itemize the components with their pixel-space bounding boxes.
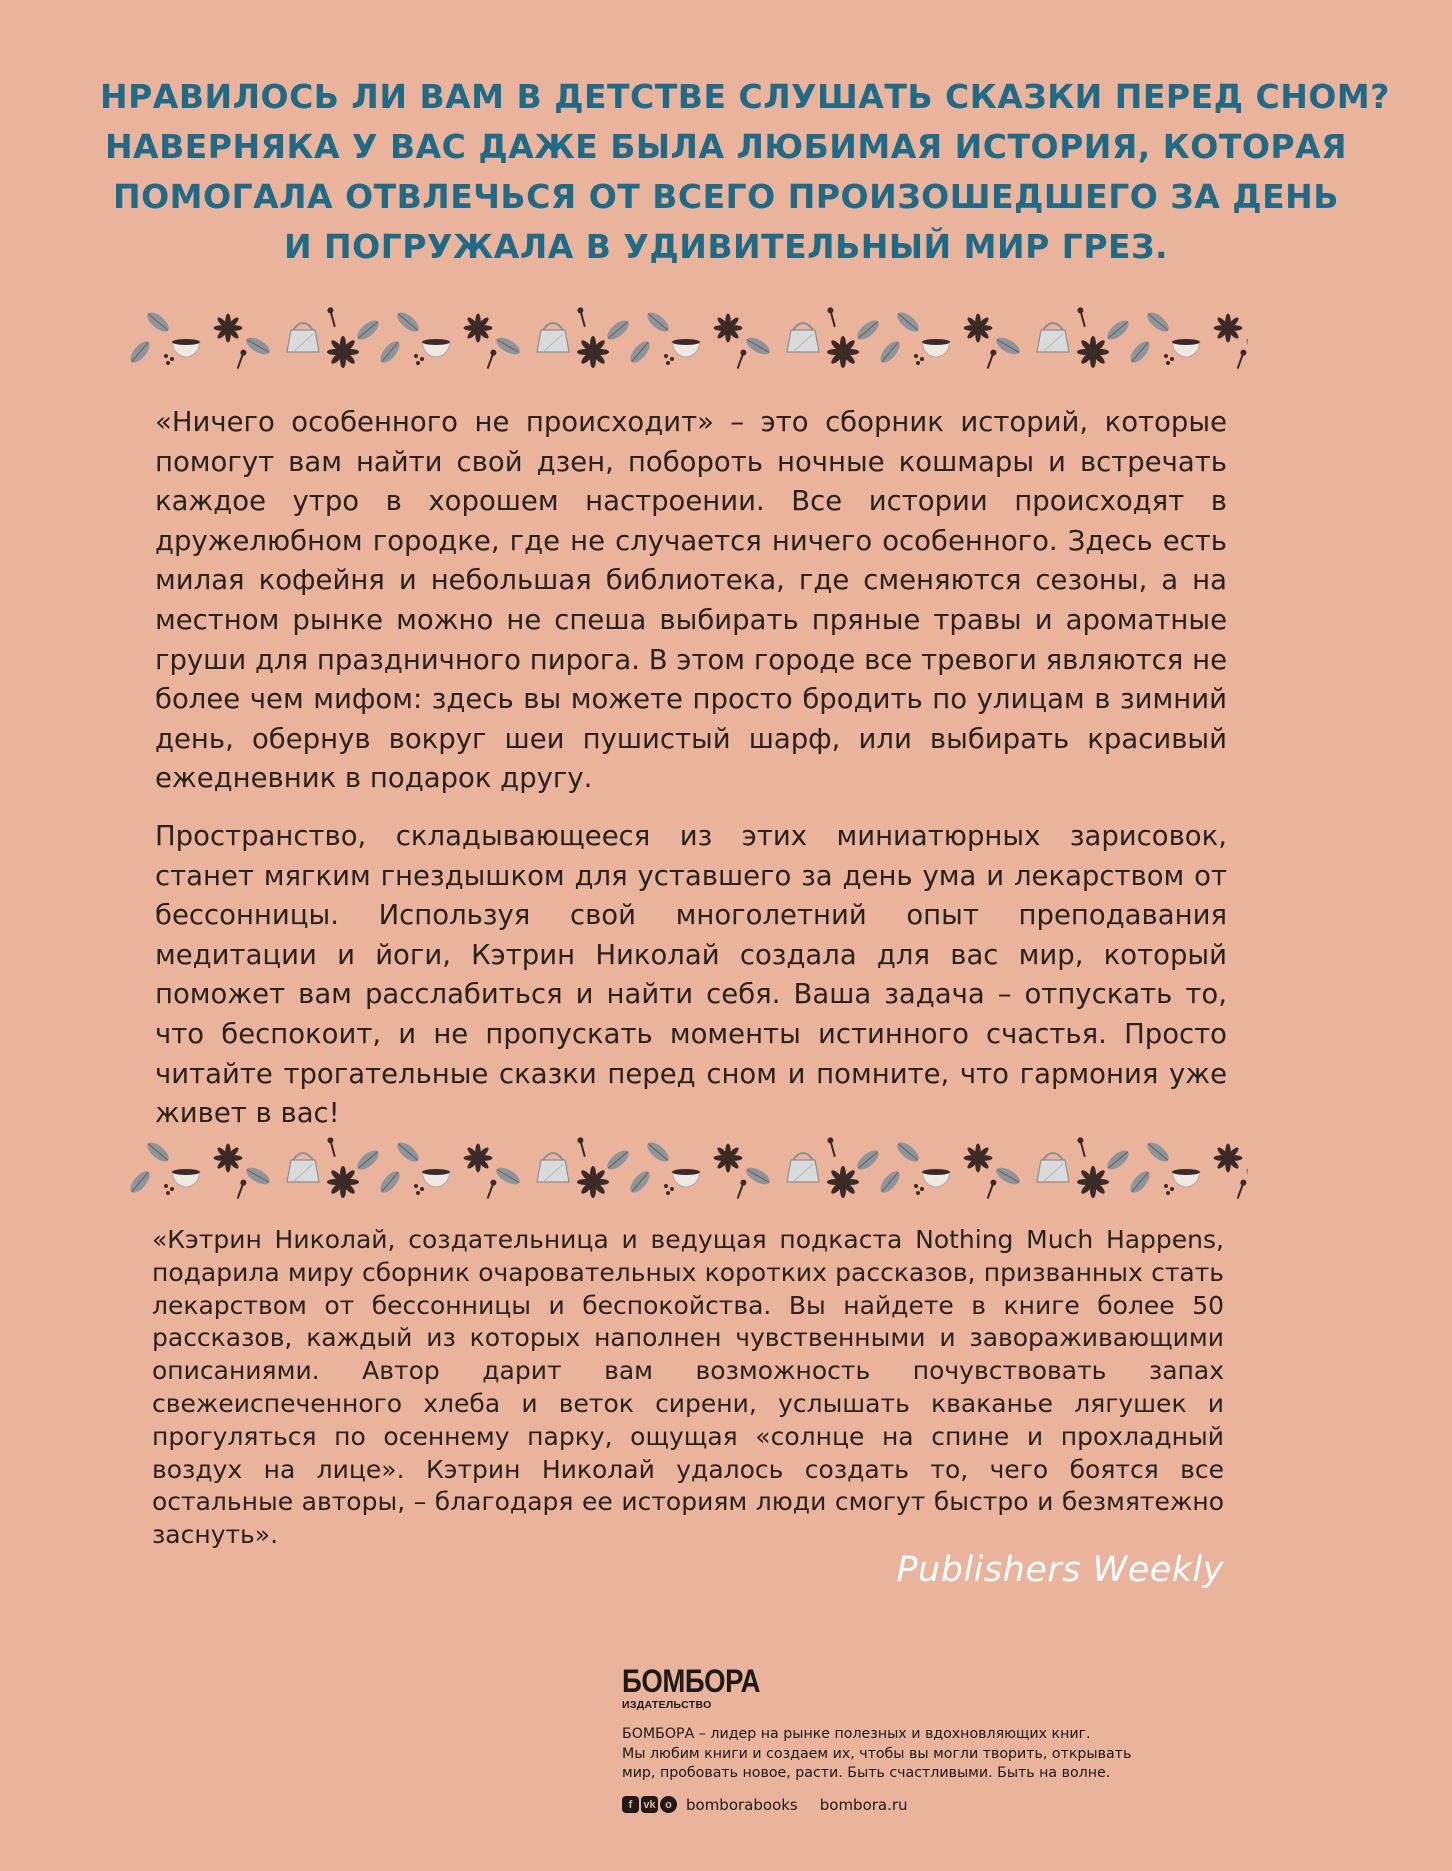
- pepper-dots-icon: [664, 354, 674, 365]
- anise-star-icon: [327, 1166, 359, 1198]
- leaf-icon: [377, 1168, 403, 1196]
- leaf-icon: [377, 338, 403, 366]
- anise-star-icon: [1214, 314, 1243, 343]
- kettle-icon: [287, 1153, 319, 1182]
- headline-line: НРАВИЛОСЬ ЛИ ВАМ В ДЕТСТВЕ СЛУШАТЬ СКАЗКИ ПЕРЕД СНОМ?: [100, 77, 1390, 116]
- leaf-icon: [1104, 1147, 1132, 1173]
- clove-icon: [1077, 307, 1088, 328]
- anise-star-icon: [214, 314, 243, 343]
- clove-icon: [235, 1179, 247, 1200]
- anise-star-icon: [577, 336, 609, 368]
- headline-line: НАВЕРНЯКА У ВАС ДАЖЕ БЫЛА ЛЮБИМАЯ ИСТОРИЯ, КОТОРАЯ: [104, 127, 1348, 166]
- leaf-icon: [1144, 309, 1172, 335]
- website-link[interactable]: bombora.ru: [819, 1795, 908, 1814]
- description-paragraph-1: «Ничего особенного не происходит» – это сборник историй, которые помогут вам найти свой дзен, побороть ночные кошмары и встречать каждое утро в хорошем настроении. Все истории происходят в дружелюбном городке, где не случается ничего особенного. Здесь есть милая кофейня и небольшая библиотека, где сменяются сезоны, а на местном рынке можно не спеша выбирать пряные травы и ароматные груши для праздничного пирога. В этом городе все тревоги являются не более чем мифом: здесь вы можете просто бродить по улицам в зимний день, обернув вокруг шеи пушистый шарф, или выбирать красивый ежедневник в подарок другу.: [155, 406, 1227, 795]
- publisher-logo: БОМБОРА: [622, 1663, 761, 1699]
- ornament-pattern: [128, 300, 1248, 380]
- leaf-icon: [627, 338, 653, 366]
- clove-icon: [1235, 1179, 1247, 1200]
- publisher-description: [622, 1725, 1162, 1784]
- teacup-icon: [1172, 339, 1200, 357]
- kettle-icon: [787, 323, 819, 352]
- anise-star-icon: [327, 336, 359, 368]
- headline-line: И ПОГРУЖАЛА В УДИВИТЕЛЬНЫЙ МИР ГРЕЗ.: [283, 227, 1169, 266]
- leaf-icon: [877, 338, 903, 366]
- leaf-icon: [604, 1147, 632, 1173]
- ornament-divider-bottom: [128, 1130, 1248, 1210]
- headline: [100, 72, 1390, 272]
- kettle-icon: [787, 1153, 819, 1182]
- ornament-pattern: [128, 1130, 1248, 1210]
- kettle-icon: [537, 323, 569, 352]
- leaf-icon: [394, 1139, 422, 1165]
- leaf-icon: [894, 309, 922, 335]
- publisher-description-line: Мы любим книги и создаем их, чтобы вы могли творить, открывать: [622, 1745, 1132, 1762]
- anise-star-icon: [714, 1144, 743, 1173]
- odnoklassniki-icon[interactable]: o: [660, 1796, 677, 1813]
- leaf-icon: [994, 1164, 1023, 1187]
- pepper-dots-icon: [664, 1184, 674, 1195]
- pepper-dots-icon: [414, 1184, 424, 1195]
- kettle-icon: [1037, 1153, 1069, 1182]
- teacup-icon: [922, 1169, 950, 1187]
- pepper-dots-icon: [914, 1184, 924, 1195]
- leaf-icon: [644, 1139, 672, 1165]
- anise-star-icon: [214, 1144, 243, 1173]
- teacup-icon: [1172, 1169, 1200, 1187]
- anise-star-icon: [714, 314, 743, 343]
- clove-icon: [1235, 349, 1247, 370]
- anise-star-icon: [1077, 1166, 1109, 1198]
- leaf-icon: [1127, 1168, 1153, 1196]
- leaf-icon: [854, 1147, 882, 1173]
- anise-star-icon: [1214, 1144, 1243, 1173]
- leaf-icon: [644, 309, 672, 335]
- teacup-icon: [422, 1169, 450, 1187]
- teacup-icon: [672, 339, 700, 357]
- kettle-icon: [287, 323, 319, 352]
- publisher-logo-subtitle: ИЗДАТЕЛЬСТВО: [622, 1699, 712, 1711]
- clove-icon: [827, 1137, 838, 1158]
- clove-icon: [577, 307, 588, 328]
- leaf-icon: [604, 317, 632, 343]
- leaf-icon: [128, 338, 153, 366]
- clove-icon: [485, 349, 497, 370]
- pepper-dots-icon: [914, 354, 924, 365]
- anise-star-icon: [464, 1144, 493, 1173]
- teacup-icon: [422, 339, 450, 357]
- clove-icon: [235, 349, 247, 370]
- pepper-dots-icon: [164, 354, 174, 365]
- teacup-icon: [672, 1169, 700, 1187]
- anise-star-icon: [464, 314, 493, 343]
- pepper-dots-icon: [414, 354, 424, 365]
- teacup-icon: [922, 339, 950, 357]
- leaf-icon: [994, 334, 1023, 357]
- leaf-icon: [144, 1139, 172, 1165]
- clove-icon: [827, 307, 838, 328]
- quote-source: Publishers Weekly: [896, 1550, 1224, 1590]
- clove-icon: [577, 1137, 588, 1158]
- leaf-icon: [354, 1147, 382, 1173]
- publisher-links: [622, 1796, 1162, 1814]
- teacup-icon: [172, 1169, 200, 1187]
- anise-star-icon: [577, 1166, 609, 1198]
- clove-icon: [985, 1179, 997, 1200]
- social-handle-link[interactable]: bomborabooks: [686, 1795, 798, 1814]
- clove-icon: [735, 1179, 747, 1200]
- leaf-icon: [128, 1168, 153, 1196]
- anise-star-icon: [964, 314, 993, 343]
- leaf-icon: [244, 334, 273, 357]
- leaf-icon: [877, 1168, 903, 1196]
- leaf-icon: [494, 334, 523, 357]
- leaf-icon: [854, 317, 882, 343]
- leaf-icon: [1144, 1139, 1172, 1165]
- pepper-dots-icon: [164, 1184, 174, 1195]
- leaf-icon: [244, 1164, 273, 1187]
- leaf-icon: [1104, 317, 1132, 343]
- anise-star-icon: [827, 1166, 859, 1198]
- publisher-description-line: БОМБОРА – лидер на рынке полезных и вдохновляющих книг.: [622, 1726, 1091, 1742]
- kettle-icon: [1037, 323, 1069, 352]
- clove-icon: [327, 307, 338, 328]
- facebook-icon[interactable]: f: [622, 1796, 639, 1813]
- leaf-icon: [354, 317, 382, 343]
- anise-star-icon: [1077, 336, 1109, 368]
- description-paragraph-2: Пространство, складывающееся из этих миниатюрных зарисовок, станет мягким гнездышком для уставшего за день ума и лекарством от бессонницы. Используя свой многолетний опыт преподавания медитации и йоги, Кэтрин Николай создала для вас мир, который поможет вам расслабиться и найти себя. Ваша задача – отпускать то, что беспокоит, и не пропускать моменты истинного счастья. Просто читайте трогательные сказки перед сном и помните, что гармония уже живет в вас!: [155, 820, 1227, 1130]
- headline-line: ПОМОГАЛА ОТВЛЕЧЬСЯ ОТ ВСЕГО ПРОИЗОШЕДШЕГО ЗА ДЕНЬ: [113, 177, 1339, 216]
- leaf-icon: [394, 309, 422, 335]
- clove-icon: [327, 1137, 338, 1158]
- anise-star-icon: [964, 1144, 993, 1173]
- anise-star-icon: [827, 336, 859, 368]
- leaf-icon: [894, 1139, 922, 1165]
- leaf-icon: [744, 1164, 773, 1187]
- ornament-divider-top: [128, 300, 1248, 380]
- leaf-icon: [627, 1168, 653, 1196]
- clove-icon: [485, 1179, 497, 1200]
- vk-icon[interactable]: vk: [641, 1796, 658, 1813]
- review-quote: «Кэтрин Николай, создательница и ведущая подкаста Nothing Much Happens, подарила миру сборник очаровательных коротких рассказов, призванных стать лекарством от бессонницы и беспокойства. Вы найдете в книге более 50 рассказов, каждый из которых наполнен чувственными и завораживающими описаниями. Автор дарит вам возможность почувствовать запах свежеиспеченного хлеба и веток сирени, услышать кваканье лягушек и прогуляться по осеннему парку, ощущая «солнце на спине и прохладный воздух на лице». Кэтрин Николай удалось создать то, чего боятся все остальные авторы, – благодаря ее историям люди смогут быстро и безмятежно заснуть».: [152, 1225, 1224, 1550]
- leaf-icon: [494, 1164, 523, 1187]
- clove-icon: [1077, 1137, 1088, 1158]
- publisher-block: [622, 1665, 1162, 1814]
- leaf-icon: [744, 334, 773, 357]
- pepper-dots-icon: [1164, 1184, 1174, 1195]
- pepper-dots-icon: [1164, 354, 1174, 365]
- publisher-description-line: мир, пробовать новое, расти. Быть счастливыми. Быть на волне.: [622, 1765, 1111, 1781]
- leaf-icon: [1127, 338, 1153, 366]
- teacup-icon: [172, 339, 200, 357]
- kettle-icon: [537, 1153, 569, 1182]
- clove-icon: [985, 349, 997, 370]
- leaf-icon: [144, 309, 172, 335]
- clove-icon: [735, 349, 747, 370]
